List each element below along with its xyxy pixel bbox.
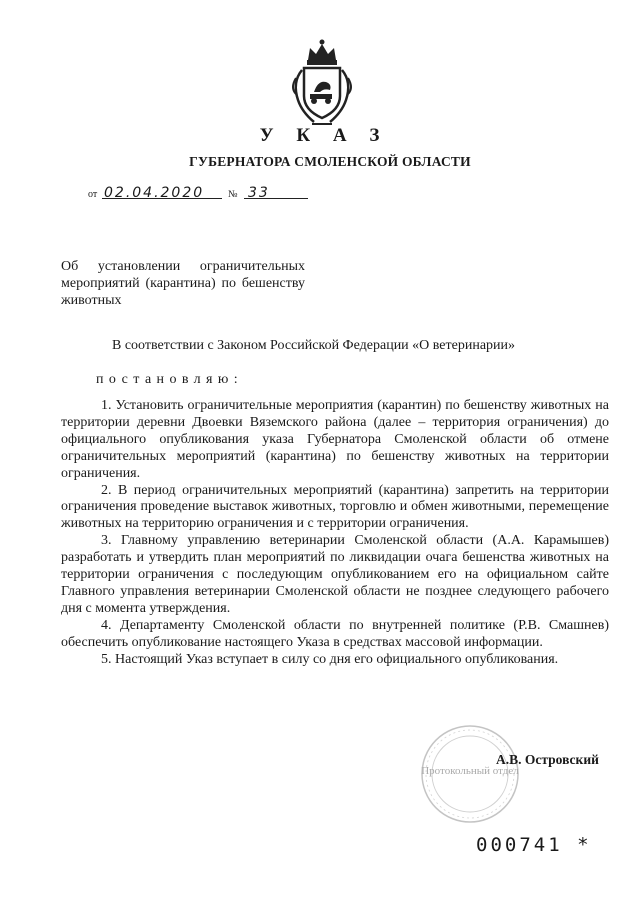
- date-value: 02.04.2020: [104, 185, 205, 201]
- signatory-name: А.В. Островский: [496, 752, 599, 767]
- coat-of-arms-icon: [288, 38, 356, 130]
- number-label: №: [228, 189, 238, 200]
- date-number-line: [88, 181, 328, 203]
- date-label: от: [88, 189, 98, 200]
- decree-word: постановляю:: [96, 372, 244, 387]
- decree-body: [61, 398, 609, 669]
- official-stamp-icon: [410, 722, 530, 827]
- decree-item: 3. Главному управлению ветеринарии Смоленской области (А.А. Карамышев) разработать и утвердить план мероприятий по ликвидации очага бешенства животных на территории ограничения с последующим опубликованием его на официальном сайте Главного управления ветеринарии Смоленской области не позднее следующего рабочего дня с момента утверждения.: [61, 533, 609, 616]
- document-title: У К А З: [259, 125, 389, 146]
- decree-item: 5. Настоящий Указ вступает в силу со дня его официального опубликования.: [101, 651, 559, 667]
- number-value: 33: [248, 185, 270, 201]
- document-subtitle: ГУБЕРНАТОРА СМОЛЕНСКОЙ ОБЛАСТИ: [189, 154, 471, 169]
- decree-item: 1. Установить ограничительные мероприятия (карантин) по бешенству животных на территории деревни Двоевки Вяземского района (далее – территория ограничения) до официального опубликования указа Губернатора Смоленской области об отмене ограничительных мероприятий (карантина) по бешенству животных на территории ограничения.: [61, 398, 609, 481]
- stamp-text: Протокольный отдел: [421, 765, 519, 777]
- legal-basis: В соответствии с Законом Российской Федерации «О ветеринарии»: [112, 338, 516, 353]
- decree-item: 2. В период ограничительных мероприятий (карантина) запретить на территории ограничения проведение выставок животных, торговлю и обмен животными, перемещение животных на территорию ограничения и с территории ограничения.: [61, 482, 609, 532]
- decree-item: 4. Департаменту Смоленской области по внутренней политике (Р.В. Смашнев) обеспечить опубликование настоящего Указа в средствах массовой информации.: [61, 617, 609, 650]
- document-number: 000741 *: [476, 834, 592, 856]
- decree-subject: Об установлении ограничительных мероприятий (карантина) по бешенству животных: [61, 259, 305, 308]
